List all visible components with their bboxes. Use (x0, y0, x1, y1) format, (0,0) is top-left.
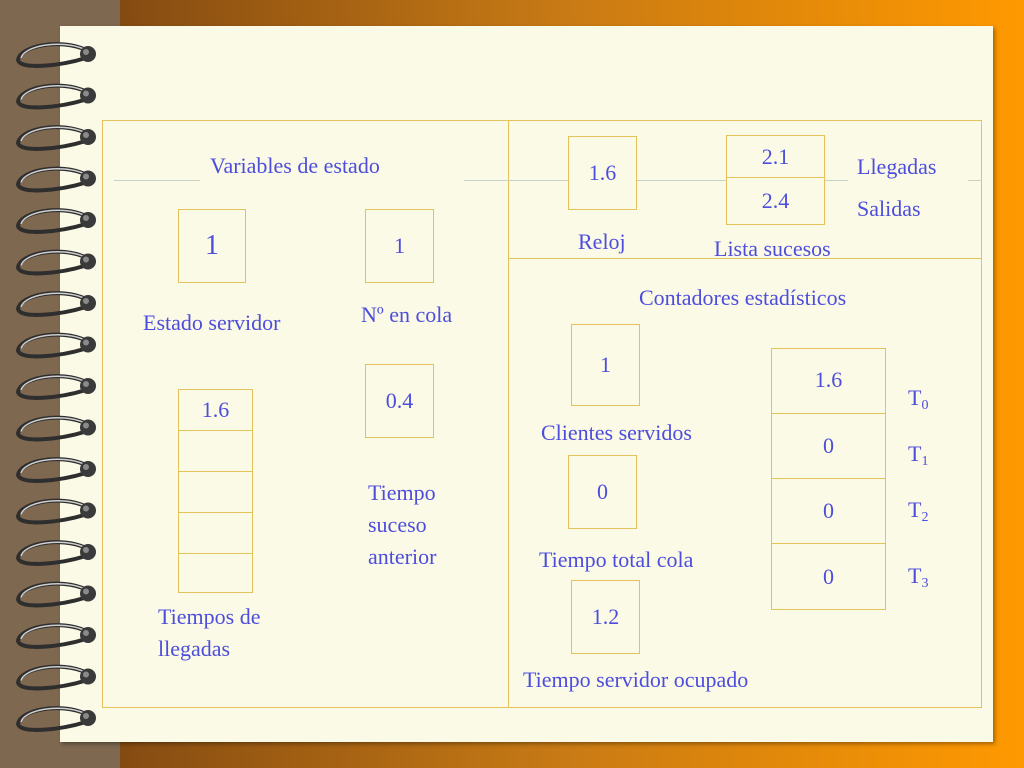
guide-line (114, 180, 200, 181)
ring-icon (18, 252, 86, 274)
t3-label (908, 560, 928, 594)
ring-highlight (21, 459, 84, 473)
t-letter: T (908, 497, 922, 522)
arrival-time-cell: 1.6 (179, 390, 252, 431)
ring-icon (18, 210, 86, 232)
hole-shine (83, 381, 89, 387)
t0-label (908, 382, 928, 416)
ring-highlight (21, 293, 84, 307)
clock-box: 1.6 (568, 136, 637, 210)
event-list-stack (726, 135, 825, 225)
t-subscript: 1 (921, 454, 929, 469)
t-letter: T (908, 441, 922, 466)
ring-icon (18, 169, 86, 191)
hole-shine (83, 464, 89, 470)
hole-shine (83, 713, 89, 719)
guide-line (464, 180, 568, 181)
ring-highlight (21, 542, 84, 556)
time-in-state-cell: 0 (772, 414, 885, 479)
guide-line (680, 258, 704, 259)
server-state-label: Estado servidor (143, 310, 281, 335)
arrival-times-label-line1: Tiempos de (158, 604, 261, 629)
previous-event-label-line3: anterior (368, 544, 437, 569)
ring-highlight (21, 169, 84, 183)
ring-icon (18, 376, 86, 398)
guide-line (892, 258, 982, 259)
total-queue-time-label: Tiempo total cola (539, 547, 694, 572)
hole-shine (83, 174, 89, 180)
customers-served-label: Clientes servidos (541, 420, 692, 445)
ring-icon (18, 542, 86, 564)
hole-shine (83, 506, 89, 512)
hole-shine (83, 423, 89, 429)
hole-shine (83, 215, 89, 221)
t-subscript: 2 (921, 510, 929, 525)
server-busy-time-box: 1.2 (571, 580, 640, 654)
customers-served-box: 1 (571, 324, 640, 406)
counters-title: Contadores estadísticos (639, 285, 847, 310)
departures-label: Salidas (857, 196, 921, 221)
ring-highlight (21, 127, 84, 141)
ring-highlight (21, 584, 84, 598)
ring-icon (18, 667, 86, 689)
ring-icon (18, 584, 86, 606)
t-subscript: 0 (921, 398, 929, 413)
total-queue-time-box: 0 (568, 455, 637, 529)
ring-highlight (21, 376, 84, 390)
previous-event-time-box: 0.4 (365, 364, 434, 438)
t-subscript: 3 (921, 576, 929, 591)
ring-highlight (21, 501, 84, 515)
arrival-times-label-line2: llegadas (158, 636, 231, 661)
ring-highlight (21, 86, 84, 100)
time-in-state-stack (771, 348, 886, 610)
t-letter: T (908, 385, 922, 410)
hole-shine (83, 340, 89, 346)
arrival-time-cell (179, 513, 252, 554)
guide-line (968, 180, 982, 181)
spiral-binding-icon (0, 0, 110, 768)
ring-highlight (21, 625, 84, 639)
ring-icon (18, 501, 86, 523)
server-busy-time-label: Tiempo servidor ocupado (523, 667, 749, 692)
arrivals-label: Llegadas (857, 154, 937, 179)
state-variables-title: Variables de estado (210, 153, 380, 178)
guide-line (636, 180, 728, 181)
hole-shine (83, 589, 89, 595)
ring-icon (18, 625, 86, 647)
arrival-times-stack (178, 389, 253, 593)
ring-icon (18, 293, 86, 315)
time-in-state-cell: 1.6 (772, 349, 885, 414)
ring-highlight (21, 210, 84, 224)
server-state-box: 1 (178, 209, 246, 283)
hole-shine (83, 547, 89, 553)
hole-shine (83, 298, 89, 304)
event-list-arrival-cell: 2.1 (727, 136, 824, 178)
hole-shine (83, 630, 89, 636)
ring-icon (18, 708, 86, 730)
ring-icon (18, 335, 86, 357)
arrival-time-cell (179, 472, 252, 513)
hole-shine (83, 91, 89, 97)
hole-shine (83, 672, 89, 678)
ring-highlight (21, 44, 84, 58)
ring-icon (18, 44, 86, 66)
ring-highlight (21, 667, 84, 681)
ring-icon (18, 86, 86, 108)
event-list-label: Lista sucesos (714, 236, 831, 261)
ring-highlight (21, 708, 84, 722)
previous-event-label-line2: suceso (368, 512, 427, 537)
time-in-state-cell: 0 (772, 479, 885, 544)
arrival-time-cell (179, 431, 252, 472)
ring-highlight (21, 418, 84, 432)
hole-shine (83, 257, 89, 263)
t-letter: T (908, 563, 922, 588)
ring-icon (18, 459, 86, 481)
guide-line (824, 180, 848, 181)
hole-shine (83, 49, 89, 55)
clock-label: Reloj (578, 229, 626, 254)
guide-line (508, 258, 568, 259)
previous-event-label-line1: Tiempo (368, 480, 436, 505)
queue-count-label: Nº en cola (361, 302, 453, 327)
event-list-departure-cell: 2.4 (761, 188, 790, 213)
t2-label (908, 494, 928, 528)
queue-count-box: 1 (365, 209, 434, 283)
time-in-state-cell: 0 (823, 563, 834, 589)
t1-label (908, 438, 928, 472)
ring-icon (18, 127, 86, 149)
ring-icon (18, 418, 86, 440)
hole-shine (83, 132, 89, 138)
ring-highlight (21, 335, 84, 349)
section-divider (508, 120, 509, 708)
arrival-time-cell (179, 554, 252, 592)
ring-highlight (21, 252, 84, 266)
